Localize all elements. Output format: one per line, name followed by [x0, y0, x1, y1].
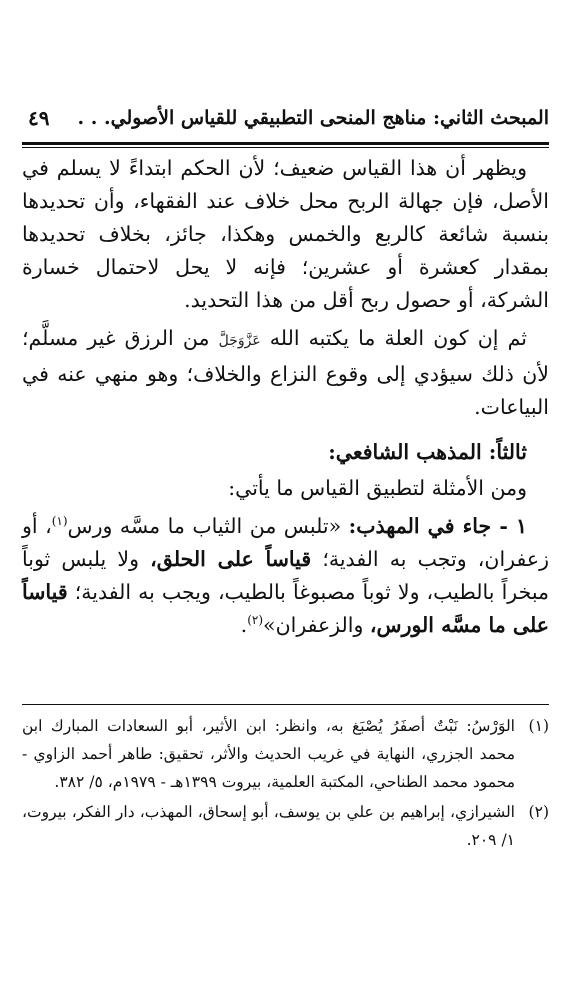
paragraph-cause: [22, 322, 549, 424]
running-header: [28, 96, 549, 140]
honorific-glyph: عَزَّوَجَلَّ: [218, 333, 261, 349]
section-heading: ثالثاً: المذهب الشافعي:: [328, 440, 527, 464]
footnote-ref-1[interactable]: (١): [51, 514, 68, 529]
page-number: ٤٩: [28, 106, 50, 130]
main-text: [22, 152, 549, 645]
paragraph-analysis: ويظهر أن هذا القياس ضعيف؛ لأن الحكم ابتداءً لا يسلم في الأصل، فإن جهالة الربح محل خلاف عند الفقهاء، وأن تحديدها بنسبة شائعة كالربع والخمس وهكذا، جائز، بخلاف تحديدها بمقدار كعشرة أو عشرين؛ فإنه لا يحل لاحتمال خسارة الشركة، أو حصول ربح أقل من هذا التحديد.: [22, 156, 549, 312]
footnotes: [22, 712, 549, 856]
footnote-ref-2[interactable]: (٢): [247, 613, 264, 628]
header-title: المبحث الثاني: مناهج المنحى التطبيقي للقياس الأصولي. . .: [77, 107, 549, 129]
examples-intro: ومن الأمثلة لتطبيق القياس ما يأتي:: [228, 476, 527, 500]
paragraph-cause-start: ثم إن كون العلة ما يكتبه الله: [269, 326, 527, 350]
quote-part-4: والزعفران»: [263, 613, 364, 637]
analogy-phrase-1: قياساً على الحلق،: [150, 547, 312, 571]
analogy-phrase-2: قياساً على ما مسَّه الورس،: [22, 580, 549, 637]
quote-part-3: ولا يلبس ثوباً مبخراً بالطيب، ولا ثوباً مصبوغاً بالطيب، ويجب به الفدية؛: [22, 547, 549, 604]
footnote-text: الوَرْسُ: نَبْتٌ أصفَرُ يُصْبَغ به، وانظر: ابن الأثير، أبو السعادات المبارك ابن محمد الجزري، النهاية في غريب الحديث والأثر، تحقيق: طاهر أحمد الزاوي - محمود محمد الطناحي، المكتبة العلمية، بيروت ١٣٩٩هـ - ١٩٧٩م، ٥/ ٣٨٢.: [22, 717, 515, 791]
example-item-1: [22, 510, 549, 642]
example-source-label: ١ - جاء في المهذب:: [348, 514, 527, 538]
footnote-1: [22, 712, 549, 796]
footnote-rule: [22, 704, 549, 705]
footnote-2: [22, 798, 549, 854]
quote-part-2: ، أو زعفران، وتجب به الفدية؛: [22, 514, 549, 571]
header-rule: [22, 142, 549, 148]
quote-part-1: «تلبس من الثياب ما مسَّه ورس: [67, 514, 342, 538]
paragraph-cause-end: من الرزق غير مسلَّم؛ لأن ذلك سيؤدي إلى وقوع النزاع والخلاف؛ وهو منهي عنه في البياعات.: [22, 326, 549, 419]
footnote-number: (٢): [528, 803, 549, 821]
footnote-text: الشيرازي، إبراهيم بن علي بن يوسف، أبو إسحاق، المهذب، دار الفكر، بيروت، ١/ ٢٠٩.: [22, 803, 515, 849]
item-end: .: [240, 613, 248, 637]
footnote-number: (١): [528, 717, 549, 735]
